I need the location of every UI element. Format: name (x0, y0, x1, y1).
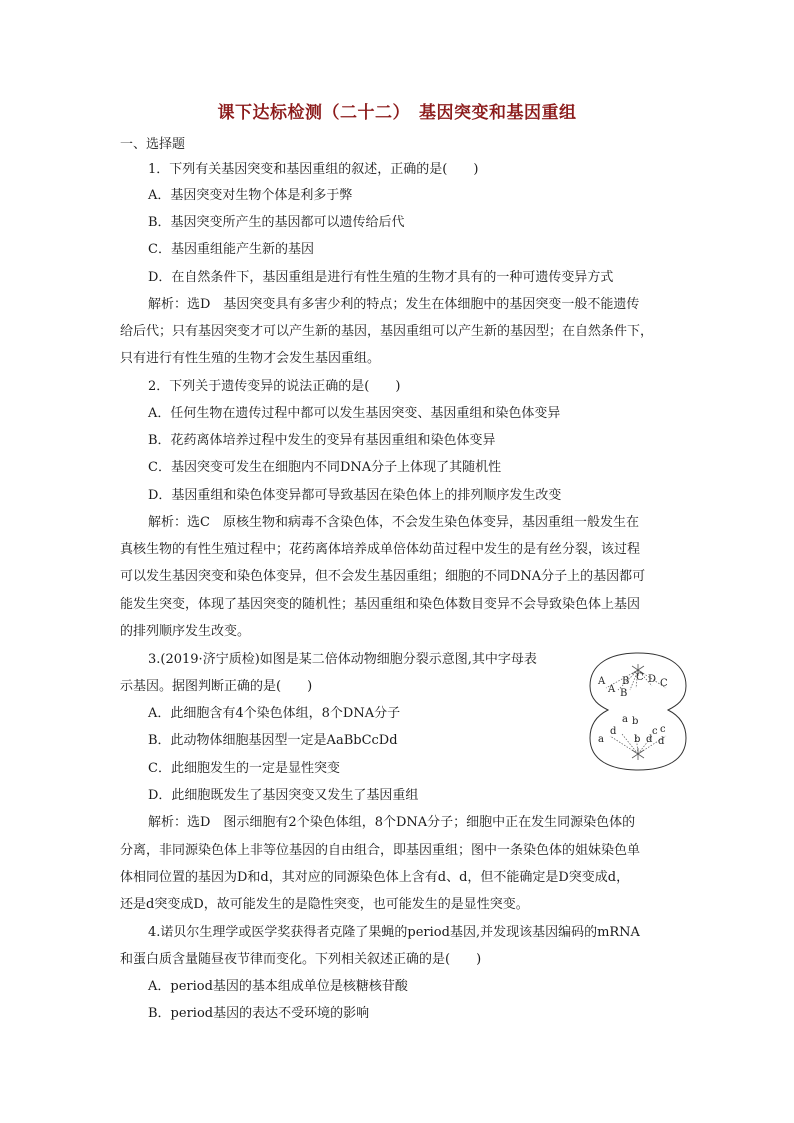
question-2-explanation-line: 可以发生基因突变和染色体变异，但不会发生基因重组；细胞的不同DNA分子上的基因都可 (120, 569, 646, 584)
gene-label: d (658, 736, 665, 747)
question-4-stem-cont: 和蛋白质含量随昼夜节律而变化。下列相关叙述正确的是( ) (120, 952, 482, 967)
question-1-explanation-line: 给后代；只有基因突变才可以产生新的基因，基因重组可以产生新的基因型；在自然条件下， (120, 324, 654, 339)
question-3-option-b: B．此动物体细胞基因型一定是AaBbCcDd (148, 733, 398, 748)
gene-label: b (632, 716, 639, 727)
question-2-explanation-line: 真核生物的有性生殖过程中；花药离体培养成单倍体幼苗过程中发生的是有丝分裂，该过程 (120, 542, 641, 557)
gene-label: D (648, 674, 657, 685)
question-4-option-b: B．period基因的表达不受环境的影响 (148, 1006, 370, 1021)
gene-label: d (646, 734, 653, 745)
question-4-option-a: A．period基因的基本组成单位是核糖核苷酸 (148, 979, 408, 994)
gene-label: B (620, 688, 628, 699)
gene-label: a (622, 714, 628, 725)
question-1-option-b: B．基因突变所产生的基因都可以遗传给后代 (148, 215, 405, 230)
gene-label: A (598, 676, 606, 687)
question-3-stem: 3.(2019·济宁质检)如图是某二倍体动物细胞分裂示意图,其中字母表 (148, 652, 537, 667)
gene-label: c (660, 724, 666, 735)
question-3-option-c: C．此细胞发生的一定是显性突变 (148, 761, 340, 776)
question-3-explanation-line: 还是d突变成D，故可能发生的是隐性突变，也可能发生的是显性突变。 (120, 897, 529, 912)
question-2-option-a: A．任何生物在遗传过程中都可以发生基因突变、基因重组和染色体变异 (148, 406, 561, 421)
question-2-option-d: D．基因重组和染色体变异都可导致基因在染色体上的排列顺序发生改变 (148, 488, 562, 503)
gene-label: B (622, 676, 630, 687)
question-2-option-c: C．基因突变可发生在细胞内不同DNA分子上体现了其随机性 (148, 460, 502, 475)
question-3-option-a: A．此细胞含有4个染色体组，8个DNA分子 (148, 706, 401, 721)
gene-label: d (610, 726, 617, 737)
question-1-stem: 1．下列有关基因突变和基因重组的叙述，正确的是( ) (148, 162, 479, 177)
gene-label: c (652, 726, 658, 737)
question-3-explanation-line: 解析：选D 图示细胞有2个染色体组，8个DNA分子；细胞中正在发生同源染色体的 (148, 815, 636, 830)
cell-division-diagram (586, 650, 690, 772)
question-3-option-d: D．此细胞既发生了基因突变又发生了基因重组 (148, 788, 419, 803)
question-1-explanation-line: 解析：选D 基因突变具有多害少利的特点；发生在体细胞中的基因突变一般不能遗传 (148, 297, 640, 312)
gene-label: C (636, 672, 644, 683)
question-2-explanation-line: 能发生突变，体现了基因突变的随机性；基因重组和染色体数目变异不会导致染色体上基因 (120, 597, 641, 612)
page-title: 课下达标检测（二十二） 基因突变和基因重组 (217, 103, 577, 123)
question-1-option-a: A．基因突变对生物个体是利多于弊 (148, 188, 353, 203)
question-2-explanation-line: 解析：选C 原核生物和病毒不含染色体，不会发生染色体变异，基因重组一般发生在 (148, 515, 639, 530)
gene-label: a (598, 734, 604, 745)
question-3-explanation-line: 分离，非同源染色体上非等位基因的自由组合，即基因重组；图中一条染色体的姐妹染色单 (120, 843, 641, 858)
section-heading: 一、选择题 (120, 137, 186, 152)
gene-label: C (660, 678, 668, 689)
question-1-option-d: D．在自然条件下，基因重组是进行有性生殖的生物才具有的一种可遗传变异方式 (148, 270, 614, 285)
question-2-stem: 2．下列关于遗传变异的说法正确的是( ) (148, 379, 401, 394)
question-3-stem-cont: 示基因。据图判断正确的是( ) (120, 679, 313, 694)
gene-label: A (608, 684, 616, 695)
question-2-explanation-line: 的排列顺序发生改变。 (120, 624, 251, 639)
question-4-stem: 4.诺贝尔生理学或医学奖获得者克隆了果蝇的period基因,并发现该基因编码的mRNA (148, 925, 640, 940)
question-1-option-c: C．基因重组能产生新的基因 (148, 242, 314, 257)
question-3-explanation-line: 体相同位置的基因为D和d，其对应的同源染色体上含有d、d，但不能确定是D突变成d， (120, 870, 630, 885)
gene-label: b (634, 734, 641, 745)
question-2-option-b: B．花药离体培养过程中发生的变异有基因重组和染色体变异 (148, 433, 496, 448)
question-1-explanation-line: 只有进行有性生殖的生物才会发生基因重组。 (120, 351, 381, 366)
